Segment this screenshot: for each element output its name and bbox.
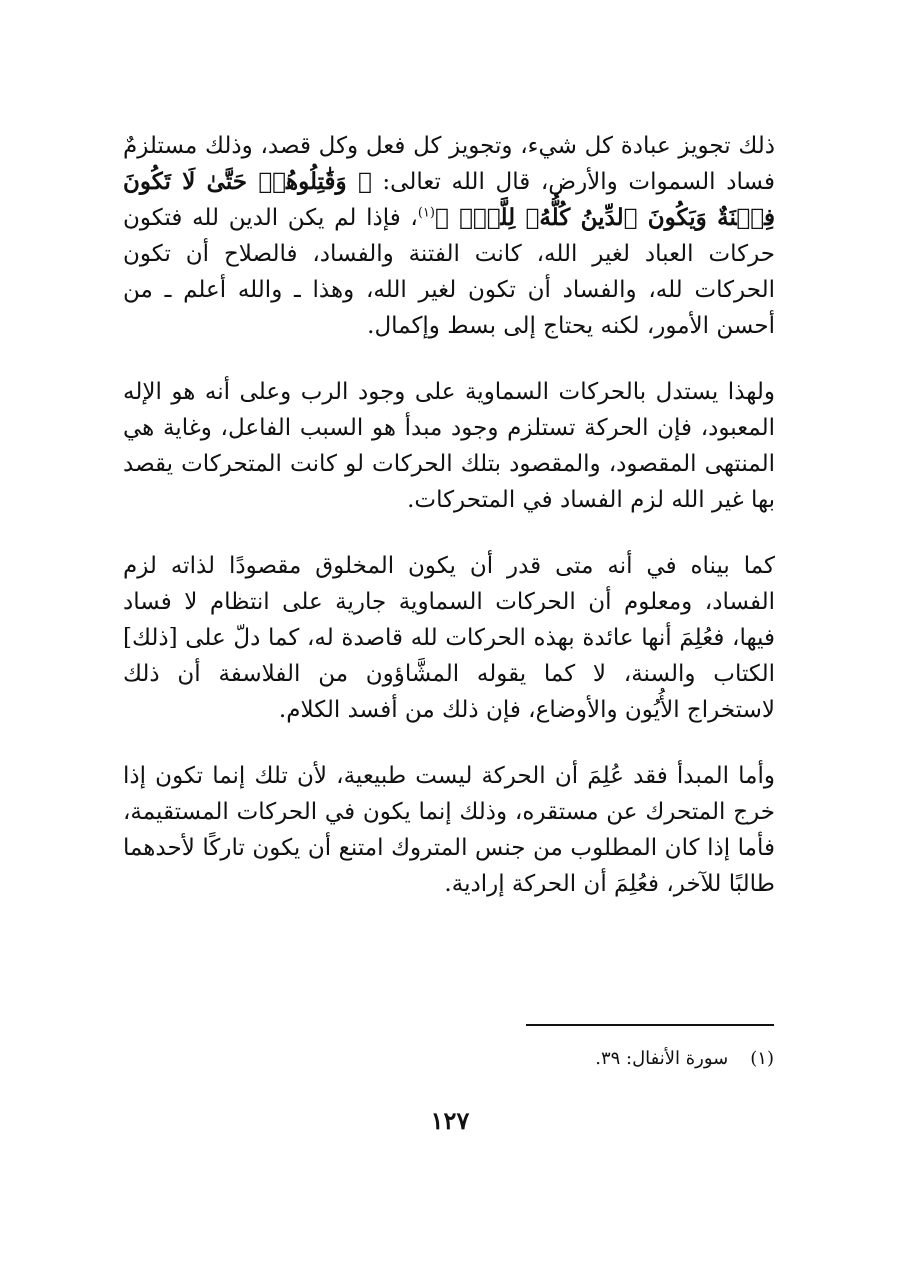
paragraph-4: وأما المبدأ فقد عُلِمَ أن الحركة ليست طبيعية، لأن تلك إنما تكون إذا خرج المتحرك عن مستقره، وذلك إنما يكون في الحركات المستقيمة، فأما إذا كان المطلوب من جنس المتروك امتنع أن يكون تاركًا لأحدهما طالبًا للآخر، فعُلِمَ أن الحركة إرادية. xyxy=(123,763,775,897)
paragraph-1-text-before-verse: ذلك تجويز عبادة كل شيء، وتجويز كل فعل وكل قصد، وذلك مستلزمٌ فساد السموات والأرض، قال الله تعالى: xyxy=(123,133,775,195)
page-number: ١٢٧ xyxy=(430,1106,470,1135)
paragraph-1 xyxy=(123,128,775,344)
footnote-reference[interactable]: (١) xyxy=(417,205,435,221)
footnote xyxy=(595,1046,774,1072)
footnote-text: سورة الأنفال: ٣٩. xyxy=(595,1048,729,1069)
footnote-separator xyxy=(526,1024,774,1026)
paragraph-1-text-after-verse: ، فإذا لم يكن الدين لله فتكون حركات العباد لغير الله، كانت الفتنة والفساد، فالصلاح أن تكون الحركات لله، والفساد أن تكون لغير الله، وهذا ـ والله أعلم ـ من أحسن الأمور، لكنه يحتاج إلى بسط وإكمال. xyxy=(123,205,775,339)
page-body xyxy=(123,128,775,902)
footnote-number: (١) xyxy=(750,1048,774,1069)
paragraph-3: كما بيناه في أنه متى قدر أن يكون المخلوق مقصودًا لذاته لزم الفساد، ومعلوم أن الحركات السماوية جارية على انتظام لا فساد فيها، فعُلِمَ أنها عائدة بهذه الحركات لله قاصدة له، كما دلّ على [ذلك] الكتاب والسنة، لا كما يقوله المشَّاؤون من الفلاسفة أن ذلك لاستخراج الأُيُون والأوضاع، فإن ذلك من أفسد الكلام. xyxy=(123,553,775,723)
paragraph-2: ولهذا يستدل بالحركات السماوية على وجود الرب وعلى أنه هو الإله المعبود، فإن الحركة تستلزم وجود مبدأ هو السبب الفاعل، وغاية هي المنتهى المقصود، والمقصود بتلك الحركات لو كانت المتحركات يقصد بها غير الله لزم الفساد في المتحركات. xyxy=(123,379,775,513)
quran-verse: ﴿ وَقَٰتِلُوهُمۡ حَتَّىٰ لَا تَكُونَ فِتۡنَةٌ وَيَكُونَ ٱلدِّينُ كُلُّهُۥ لِلَّهِۚ ﴾ xyxy=(123,168,776,231)
